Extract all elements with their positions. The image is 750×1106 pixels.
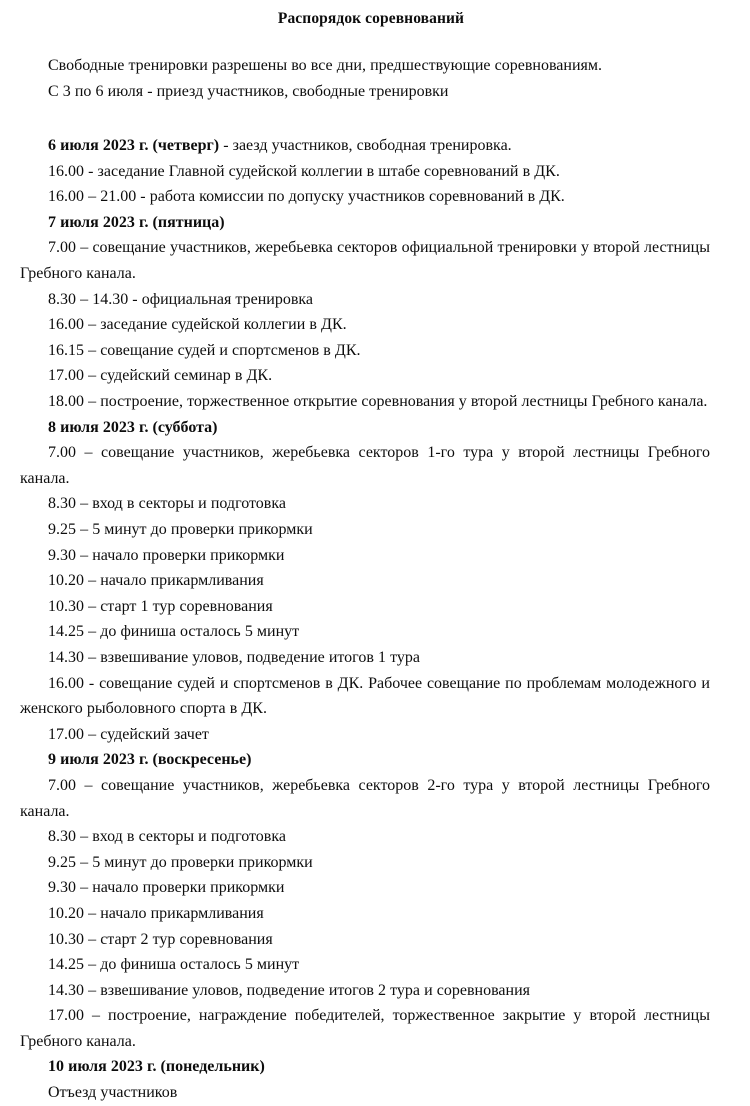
schedule-entry: 9.25 – 5 минут до проверки прикормки <box>48 521 313 539</box>
schedule-entry: 9.30 – начало проверки прикормки <box>48 879 285 897</box>
schedule-entry: 14.30 – взвешивание уловов, подведение итогов 2 тура и соревнования <box>48 981 530 999</box>
schedule-entry: 14.25 – до финиша осталось 5 минут <box>48 623 300 641</box>
schedule-entry: 17.00 – судейский семинар в ДК. <box>48 367 273 385</box>
day-heading-suffix: - заезд участников, свободная тренировка. <box>219 137 512 155</box>
day-heading: 9 июля 2023 г. (воскресенье) <box>48 751 252 769</box>
schedule-entry: 16.00 - совещание судей и спортсменов в ДК. Рабочее совещание по проблемам молодежного и женского рыболовного спорта в ДК. <box>20 674 710 718</box>
schedule-entry: 7.00 – совещание участников, жеребьевка секторов 1-го тура у второй лестницы Гребного канала. <box>20 444 710 487</box>
intro-line: С 3 по 6 июля - приезд участников, свободные тренировки <box>48 82 449 100</box>
schedule-entry: 10.30 – старт 1 тур соревнования <box>48 597 273 615</box>
schedule-entry: 8.30 – вход в секторы и подготовка <box>48 495 286 513</box>
day-heading: 10 июля 2023 г. (понедельник) <box>48 1058 265 1076</box>
schedule-entry: 16.00 - заседание Главной судейской коллегии в штабе соревнований в ДК. <box>48 162 560 180</box>
schedule-entry: 16.15 – совещание судей и спортсменов в ДК. <box>48 341 361 359</box>
schedule-entry: 8.30 – 14.30 - официальная тренировка <box>48 290 314 308</box>
schedule-entry: 16.00 – 21.00 - работа комиссии по допуску участников соревнований в ДК. <box>48 188 565 206</box>
day-heading-date: 6 июля 2023 г. (четверг) <box>48 137 220 155</box>
schedule-entry: 10.20 – начало прикармливания <box>48 572 264 590</box>
day-heading: 7 июля 2023 г. (пятница) <box>48 213 225 231</box>
schedule-entry: Отъезд участников <box>48 1084 178 1102</box>
day-section-8-july <box>0 415 750 748</box>
schedule-entry: 7.00 – совещание участников, жеребьевка секторов официальной тренировки у второй лестницы Гребного канала. <box>20 239 710 283</box>
day-section-7-july <box>0 210 750 415</box>
schedule-entry: 10.20 – начало прикармливания <box>48 904 264 922</box>
day-section-6-july <box>0 133 750 210</box>
day-heading: 8 июля 2023 г. (суббота) <box>48 418 218 436</box>
section-spacer <box>0 104 750 133</box>
schedule-entry: 8.30 – вход в секторы и подготовка <box>48 828 286 846</box>
schedule-entry: 18.00 – построение, торжественное открытие соревнования у второй лестницы Гребного канала. <box>48 393 708 411</box>
page-title: Распорядок соревнований <box>277 10 465 27</box>
day-section-9-july <box>0 747 750 1054</box>
schedule-entry: 7.00 – совещание участников, жеребьевка секторов 2-го тура у второй лестницы Гребного канала. <box>20 776 710 820</box>
schedule-entry: 17.00 – построение, награждение победителей, торжественное закрытие у второй лестницы Гребного канала. <box>20 1007 710 1050</box>
day-heading <box>20 133 710 159</box>
schedule-entry: 16.00 – заседание судейской коллегии в ДК. <box>48 316 347 334</box>
schedule-entry: 14.30 – взвешивание уловов, подведение итогов 1 тура <box>48 648 420 666</box>
schedule-entry: 14.25 – до финиша осталось 5 минут <box>48 956 300 974</box>
schedule-entry: 9.25 – 5 минут до проверки прикормки <box>48 853 313 871</box>
intro-section <box>0 53 750 104</box>
schedule-entry: 10.30 – старт 2 тур соревнования <box>48 930 273 948</box>
day-section-10-july <box>0 1054 750 1105</box>
schedule-entry: 17.00 – судейский зачет <box>48 725 209 743</box>
schedule-entry: 9.30 – начало проверки прикормки <box>48 546 285 564</box>
intro-line: Свободные тренировки разрешены во все дни, предшествующие соревнованиям. <box>48 56 603 74</box>
